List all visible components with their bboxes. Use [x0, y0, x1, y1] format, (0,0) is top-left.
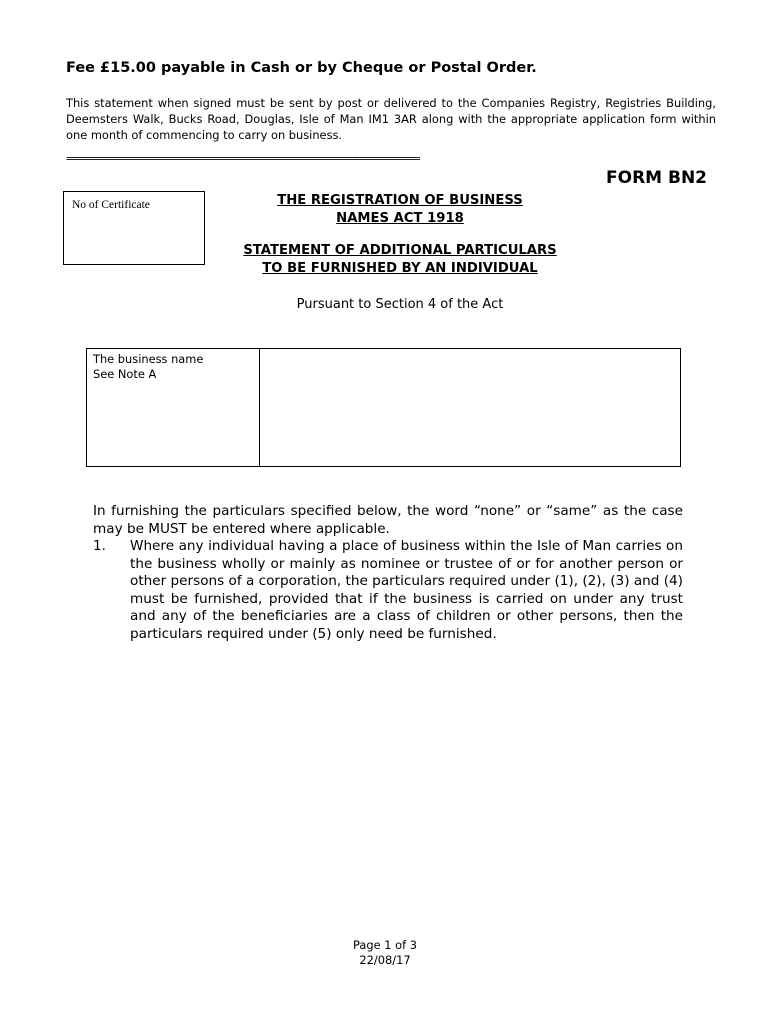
act-title	[185, 192, 615, 228]
separator-rule: ================================================================	[66, 152, 420, 165]
pursuant-note: Pursuant to Section 4 of the Act	[296, 297, 504, 312]
business-name-label-line-1: The business name	[93, 352, 204, 366]
submission-instructions: This statement when signed must be sent by post or delivered to the Companies Registry, Registries Building, Deemsters Walk, Bucks Road, Douglas, Isle of Man IM1 3AR along with the appropriate application form within one month of commencing to carry on business.	[66, 96, 716, 142]
form-code: FORM BN2	[606, 168, 708, 188]
act-title-line-2: NAMES ACT 1918	[336, 211, 464, 226]
page-number: Page 1 of 3	[353, 938, 417, 952]
item-number: 1.	[93, 538, 106, 554]
item-text: Where any individual having a place of business within the Isle of Man carries on the business wholly or mainly as nominee or trustee of or for another person or other persons of a corporation, the particulars required under (1), (2), (3) and (4) must be furnished, provided that if the business is carried on under any trust and any of the beneficiaries are a class of children or other persons, then the particulars required under (5) only need be furnished.	[130, 538, 683, 642]
business-name-label	[93, 352, 203, 382]
statement-title	[185, 242, 615, 278]
business-name-table	[86, 348, 681, 467]
fee-notice: Fee £15.00 payable in Cash or by Cheque or Postal Order.	[66, 60, 537, 76]
certificate-number-box[interactable]	[63, 191, 205, 265]
page-footer	[285, 938, 485, 968]
statement-title-line-1: STATEMENT OF ADDITIONAL PARTICULARS	[243, 243, 557, 258]
instruction-paragraph: In furnishing the particulars specified below, the word “none” or “same” as the case may be MUST be entered where applicable.	[93, 503, 683, 537]
statement-title-line-2: TO BE FURNISHED BY AN INDIVIDUAL	[262, 261, 538, 276]
act-title-line-1: THE REGISTRATION OF BUSINESS	[277, 193, 523, 208]
form-date: 22/08/17	[359, 953, 411, 967]
business-name-field[interactable]	[260, 349, 680, 466]
certificate-number-label: No of Certificate	[72, 199, 150, 211]
business-name-note-ref: See Note A	[93, 367, 157, 381]
